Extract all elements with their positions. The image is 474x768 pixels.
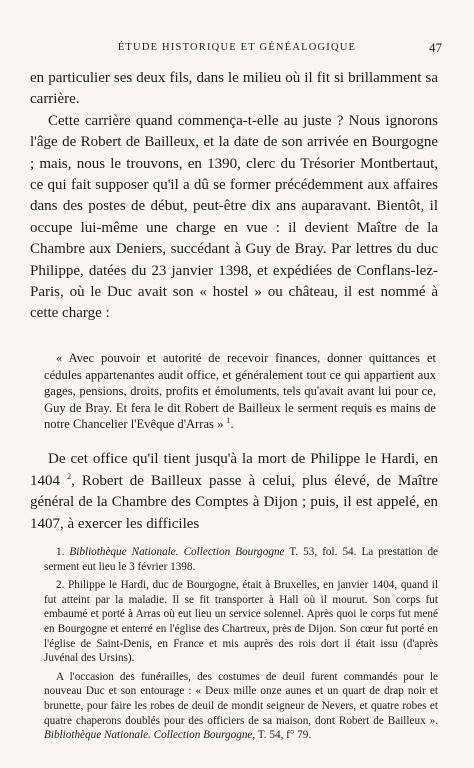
- footnote-1: [44, 545, 438, 574]
- page-number: 47: [429, 40, 442, 55]
- quote-paragraph: [44, 350, 436, 433]
- footnote-2-end: T. 54, f° 79.: [255, 729, 312, 742]
- footnote-2-source: Bibliothèque Nationale. Collection Bourgogne,: [44, 729, 256, 742]
- footnote-1-number: 1.: [56, 546, 65, 558]
- quote-text: « Avec pouvoir et autorité de recevoir finances, donner quittances et cédules appartenantes audit office, et généralement tout ce qui appartient aux gages, pensions, droits, profits et émoluments, tels qu'avait avant lui pour ce, Guy de Bray. Et fera le dit Robert de Bailleux le serment requis es mains de notre Chancelier l'Evêque d'Arras »: [44, 351, 436, 432]
- footnote-1-text: T. 53, fol. 54. La prestation de serment eut lieu le 3 février 1398.: [44, 546, 438, 573]
- running-title: ÉTUDE HISTORIQUE ET GÉNÉALOGIQUE: [117, 42, 357, 53]
- footnote-2-text: Philippe le Hardi, duc de Bourgogne, était à Bruxelles, en janvier 1404, quand il fut atteint par la maladie. Il se fit transporter à Hall où il mourut. Son corps fut embaumé et porté à Arras où eut lieu un service solennel. Après quoi le corps fut mené en Bourgogne et enterré en l'église des Chartreux, près de Dijon. Son cœur fut porté en l'église de Saint-Denis, en France et mis auprès des rois dort il était issu (d'après Juvénal des Ursins).: [44, 579, 438, 665]
- footnote-2-continued: [44, 670, 438, 743]
- footnote-ref-1: 1: [226, 416, 231, 426]
- main-text: [30, 68, 438, 325]
- running-head: [0, 40, 474, 56]
- paragraph-2: Cette carrière quand commença-t-elle au juste ? Nous ignorons l'âge de Robert de Bailleux, et la date de son arrivée en Bourgogne ; mais, nous le trouvons, en 1390, clerc du Trésorier Montbertaut, ce qui fait supposer qu'il a dû se former précédemment aux affaires dans des postes de début, peut-être dix ans auparavant. Bientôt, il occupe lui-même une charge en vue : il devient Maître de la Chambre aux Deniers, succédant à Guy de Bray. Par lettres du duc Philippe, datées du 23 janvier 1398, et expédiées de Conflans-lez-Paris, où le Duc avait son « hostel » ou château, il est nommé à cette charge :: [30, 112, 438, 322]
- footnote-1-source: Bibliothèque Nationale. Collection Bourgogne: [69, 546, 285, 558]
- block-quote: [44, 350, 436, 433]
- paragraph-3: [30, 449, 438, 535]
- paragraph-3-start: De cet office qu'il tient jusqu'à la mort de Philippe le Hardi, en 1404: [30, 451, 438, 489]
- footnote-2: [44, 578, 438, 666]
- paragraph-1: en particulier ses deux fils, dans le milieu où il fit si brillamment sa carrière.: [30, 70, 438, 108]
- footnotes: [44, 545, 438, 747]
- footnote-ref-2: 2: [67, 471, 72, 481]
- quote-end: .: [230, 417, 234, 432]
- footnote-2-number: 2.: [56, 579, 65, 592]
- paragraph-3-rest: , Robert de Bailleux passe à celui, plus élevé, de Maître général de la Chambre des Comptes à Dijon ; puis, il est appelé, en 1407, à exercer les difficiles: [30, 472, 438, 532]
- main-text-continued: [30, 449, 438, 535]
- footnote-2-cont-text: A l'occasion des funérailles, des costumes de deuil furent commandés pour le nouveau Duc et son entourage : « Deux mille onze aunes et un quart de drap noir et brunette, pour faire les robes de deuil de mondit seigneur de Nevers, et quatre robes et quatre chaperons doublés pour des officiers de sa maison, dont Robert de Bailleux ».: [44, 670, 438, 727]
